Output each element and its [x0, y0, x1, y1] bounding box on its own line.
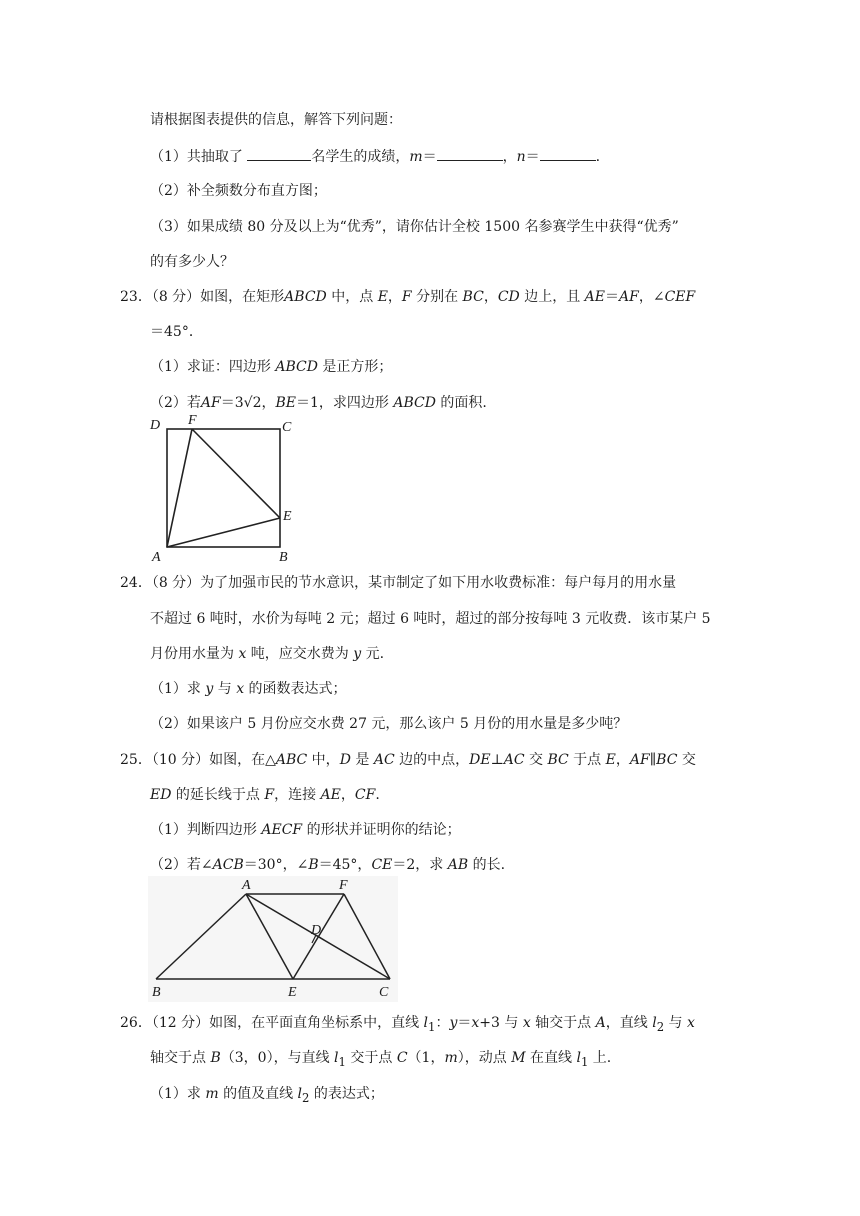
q26-part1 — [150, 1084, 384, 1108]
text: ＝45°， — [318, 857, 372, 873]
var: BE — [275, 395, 297, 411]
var: CE — [371, 857, 393, 873]
text: 与 — [213, 681, 237, 697]
var: BC — [547, 752, 569, 768]
q25-part1 — [150, 820, 461, 840]
var: CF — [354, 787, 376, 803]
text: 的长. — [468, 857, 506, 873]
text: ），动点 — [457, 1050, 512, 1066]
text: ， — [483, 289, 498, 305]
q24-stem-line1: 24．（8 分）为了加强市民的节水意识，某市制定了如下用水收费标准：每户每月的用水量 — [120, 575, 677, 591]
var: x — [471, 1015, 480, 1031]
text: 轴交于点 — [150, 1050, 211, 1066]
text: 的延长线于点 — [171, 787, 265, 803]
label-B: B — [279, 550, 288, 564]
var: D — [339, 752, 351, 768]
segment-FE — [192, 429, 280, 518]
subscript: 1 — [580, 1054, 589, 1069]
var: l — [652, 1015, 657, 1031]
segment-AE — [167, 518, 280, 547]
q23-stem-line1 — [120, 287, 695, 307]
text: ， — [261, 395, 276, 411]
var: F — [401, 289, 412, 305]
text: 25．（10 分）如图，在△ — [120, 752, 276, 768]
answer-blank-n[interactable] — [540, 146, 596, 161]
label-E: E — [283, 509, 292, 524]
text: ，连接 — [274, 787, 321, 803]
q23-square-figure — [140, 412, 300, 564]
var: l — [423, 1015, 429, 1031]
text: 中，点 — [326, 289, 378, 305]
q23-part2 — [150, 393, 487, 413]
text: 边的中点， — [394, 752, 470, 768]
text: ∥ — [649, 752, 657, 768]
var: l — [576, 1050, 581, 1066]
var: AB — [447, 857, 469, 873]
text: 轴交于点 — [530, 1015, 596, 1031]
text: ，直线 — [605, 1015, 653, 1031]
text: （1）求 — [150, 681, 206, 697]
text: （3，0），与直线 — [220, 1050, 335, 1066]
var-m: m — [409, 149, 423, 165]
text: （1）求证：四边形 — [150, 359, 276, 375]
var: x — [238, 646, 247, 662]
var: BC — [656, 752, 678, 768]
var: ABCD — [275, 359, 318, 375]
text: ＝2，求 — [392, 857, 448, 873]
q26-stem-line1 — [120, 1013, 695, 1037]
var: AE — [584, 289, 605, 305]
text: 的形状并证明你的结论； — [302, 822, 461, 838]
text: 于点 — [568, 752, 606, 768]
var: ABC — [275, 752, 308, 768]
var: ED — [150, 787, 172, 803]
text: 分别在 — [411, 289, 463, 305]
var: l — [334, 1050, 339, 1066]
text: ＝ — [422, 149, 437, 165]
label-D: D — [150, 418, 161, 433]
var: AF — [619, 289, 639, 305]
text: ， — [340, 787, 355, 803]
label-F: F — [339, 878, 348, 893]
q25-stem-line2 — [150, 785, 380, 805]
q22-part1 — [150, 146, 600, 167]
var: A — [595, 1015, 606, 1031]
text: 交 — [677, 752, 696, 768]
text: 交 — [524, 752, 548, 768]
text: 23．（8 分）如图，在矩形 — [120, 289, 285, 305]
text: 上. — [588, 1050, 612, 1066]
text: 元. — [361, 646, 385, 662]
text: ＝ — [525, 149, 540, 165]
text: 是 — [350, 752, 374, 768]
text: （2）若∠ — [150, 857, 213, 873]
q22-part3-line1: （3）如果成绩 80 分及以上为“优秀”，请你估计全校 1500 名参赛学生中获得“优秀” — [150, 219, 679, 235]
q24-stem-line2: 不超过 6 吨时，水价为每吨 2 元；超过 6 吨时，超过的部分按每吨 3 元收费．该市某户 5 — [150, 611, 711, 627]
text: 与 — [664, 1015, 688, 1031]
q26-stem-line2 — [150, 1048, 611, 1072]
var: m — [205, 1086, 219, 1102]
text: 是正方形； — [317, 359, 393, 375]
text: . — [375, 787, 380, 803]
label-B: B — [152, 985, 161, 1000]
subscript: 1 — [338, 1054, 346, 1069]
var: DE — [469, 752, 491, 768]
var: ABCD — [393, 395, 436, 411]
square-ABCD — [167, 429, 280, 547]
q22-part2: （2）补全频数分布直方图； — [150, 183, 327, 199]
var: M — [511, 1050, 526, 1066]
segment-AF — [167, 429, 192, 547]
text: 在直线 — [525, 1050, 577, 1066]
var: E — [377, 289, 388, 305]
q22-intro: 请根据图表提供的信息，解答下列问题： — [150, 112, 402, 128]
subscript: 1 — [428, 1019, 436, 1034]
subscript: 2 — [656, 1019, 665, 1034]
text: 中， — [307, 752, 340, 768]
text: 的值及直线 — [218, 1086, 298, 1102]
text: ⊥ — [490, 752, 504, 768]
q24-part2: （2）如果该户 5 月份应交水费 27 元，那么该户 5 月份的用水量是多少吨？ — [150, 716, 628, 732]
var: x — [236, 681, 245, 697]
text: 的表达式； — [309, 1086, 384, 1102]
var: F — [264, 787, 275, 803]
subscript: 2 — [302, 1090, 310, 1105]
q24-part1 — [150, 679, 347, 699]
label-E: E — [288, 985, 297, 1000]
text: （1， — [407, 1050, 445, 1066]
var: AC — [503, 752, 525, 768]
var: x — [687, 1015, 695, 1031]
var: x — [522, 1015, 531, 1031]
text: ， — [615, 752, 630, 768]
label-F: F — [188, 413, 197, 428]
text: ＝ — [605, 289, 619, 305]
q25-part2 — [150, 855, 505, 875]
text: 月份用水量为 — [150, 646, 239, 662]
var: AECF — [261, 822, 303, 838]
text: ＝ — [457, 1015, 472, 1031]
label-C: C — [379, 985, 389, 1000]
var: CD — [497, 289, 520, 305]
answer-blank-count[interactable] — [247, 146, 311, 161]
var: l — [297, 1086, 303, 1102]
text: ，∠ — [638, 289, 665, 305]
text: . — [595, 149, 601, 165]
text: ＝1，求四边形 — [296, 395, 394, 411]
label-C: C — [282, 420, 292, 435]
text: 名学生的成绩， — [311, 149, 410, 165]
var: y — [353, 646, 362, 662]
answer-blank-m[interactable] — [437, 146, 503, 161]
q23-stem-line2: ＝45°． — [150, 324, 203, 340]
text: 交于点 — [345, 1050, 397, 1066]
label-D: D — [311, 923, 322, 938]
text: 26．（12 分）如图，在平面直角坐标系中，直线 — [120, 1015, 424, 1031]
var: y — [205, 681, 214, 697]
text: （1）判断四边形 — [150, 822, 262, 838]
text: ， — [502, 149, 517, 165]
var: AF — [200, 395, 221, 411]
text: ， — [387, 289, 402, 305]
var: CEF — [664, 289, 696, 305]
text: 的函数表达式； — [244, 681, 347, 697]
text: +3 与 — [479, 1015, 523, 1031]
var: E — [605, 752, 616, 768]
var: B — [210, 1050, 221, 1066]
q25-triangle-figure — [148, 876, 398, 1002]
var: C — [396, 1050, 408, 1066]
text: （1）共抽取了 — [150, 149, 248, 165]
q22-part3-line2: 的有多少人？ — [150, 254, 234, 270]
var: m — [444, 1050, 458, 1066]
text: （1）求 — [150, 1086, 206, 1102]
text: （2）若 — [150, 395, 201, 411]
var: AF — [629, 752, 650, 768]
var: BC — [462, 289, 484, 305]
var-n: n — [516, 149, 526, 165]
q24-stem-line3 — [150, 644, 384, 664]
text: 的面积. — [435, 395, 487, 411]
text: ： — [435, 1015, 450, 1031]
label-A: A — [152, 550, 161, 564]
text: 吨，应交水费为 — [246, 646, 354, 662]
var: AC — [373, 752, 395, 768]
var: ACB — [212, 857, 244, 873]
label-A: A — [242, 878, 251, 893]
var: ABCD — [284, 289, 327, 305]
text: ＝30°，∠ — [243, 857, 309, 873]
var: B — [308, 857, 319, 873]
q25-stem-line1 — [120, 750, 696, 770]
q23-part1 — [150, 357, 392, 377]
var: AE — [320, 787, 341, 803]
var: y — [449, 1015, 458, 1031]
text: 边上，且 — [519, 289, 585, 305]
text: ＝3√2 — [220, 395, 262, 411]
